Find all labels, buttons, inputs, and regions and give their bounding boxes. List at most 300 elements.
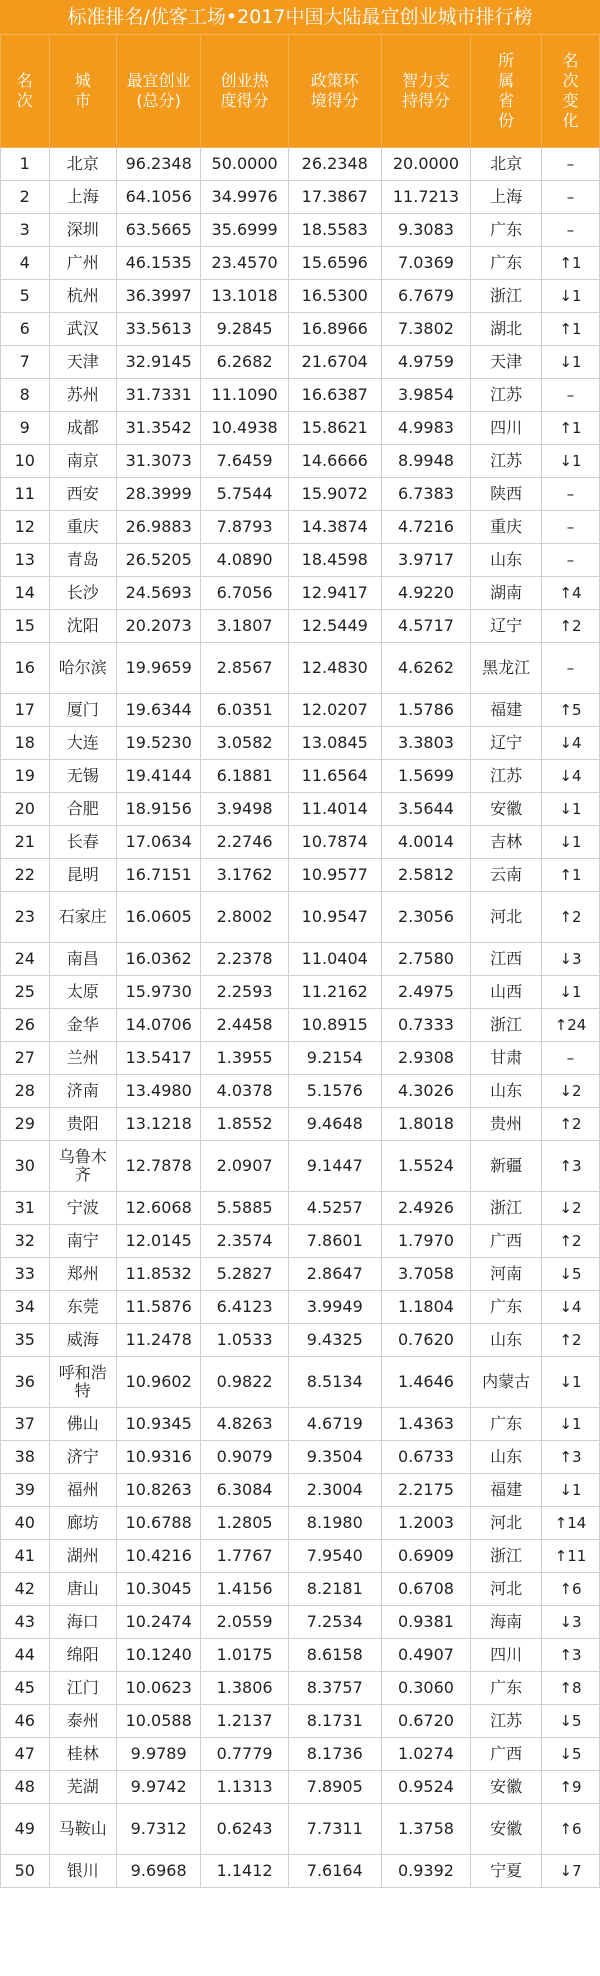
rank-cell: 33 — [1, 1258, 50, 1291]
policy-score-cell: 14.6666 — [288, 445, 381, 478]
heat-score-cell: 1.2805 — [201, 1507, 289, 1540]
rank-cell: 28 — [1, 1075, 50, 1108]
policy-score-cell: 15.9072 — [288, 478, 381, 511]
province-cell: 安徽 — [471, 1804, 542, 1855]
total-score-cell: 13.5417 — [116, 1042, 200, 1075]
heat-score-cell: 35.6999 — [201, 214, 289, 247]
table-row — [1, 943, 600, 976]
total-score-cell: 19.9659 — [116, 643, 200, 694]
table-row — [1, 727, 600, 760]
city-cell: 天津 — [49, 346, 116, 379]
table-row — [1, 1009, 600, 1042]
rank-cell: 18 — [1, 727, 50, 760]
province-cell: 江苏 — [471, 445, 542, 478]
policy-score-cell: 11.6564 — [288, 760, 381, 793]
talent-score-cell: 1.5699 — [381, 760, 471, 793]
city-cell: 青岛 — [49, 544, 116, 577]
table-row — [1, 1291, 600, 1324]
header-talent: 智力支持得分 — [381, 35, 471, 148]
policy-score-cell: 9.4325 — [288, 1324, 381, 1357]
table-row — [1, 793, 600, 826]
table-row — [1, 1639, 600, 1672]
table-row — [1, 1408, 600, 1441]
province-cell: 江苏 — [471, 760, 542, 793]
rank-change-cell: ↓1 — [541, 793, 599, 826]
heat-score-cell: 23.4570 — [201, 247, 289, 280]
heat-score-cell: 2.3574 — [201, 1225, 289, 1258]
rank-change-cell: ↑6 — [541, 1573, 599, 1606]
city-cell: 南宁 — [49, 1225, 116, 1258]
heat-score-cell: 0.9822 — [201, 1357, 289, 1408]
rank-cell: 29 — [1, 1108, 50, 1141]
policy-score-cell: 8.1731 — [288, 1705, 381, 1738]
rank-cell: 12 — [1, 511, 50, 544]
policy-score-cell: 9.1447 — [288, 1141, 381, 1192]
city-cell: 廊坊 — [49, 1507, 116, 1540]
rank-change-cell: – — [541, 148, 599, 181]
rank-cell: 27 — [1, 1042, 50, 1075]
total-score-cell: 10.2474 — [116, 1606, 200, 1639]
table-row — [1, 1738, 600, 1771]
province-cell: 重庆 — [471, 511, 542, 544]
policy-score-cell: 11.4014 — [288, 793, 381, 826]
province-cell: 四川 — [471, 412, 542, 445]
rank-change-cell: ↑9 — [541, 1771, 599, 1804]
table-row — [1, 247, 600, 280]
policy-score-cell: 2.3004 — [288, 1474, 381, 1507]
talent-score-cell: 4.6262 — [381, 643, 471, 694]
table-row — [1, 1672, 600, 1705]
rank-change-cell: ↑24 — [541, 1009, 599, 1042]
policy-score-cell: 7.2534 — [288, 1606, 381, 1639]
city-cell: 江门 — [49, 1672, 116, 1705]
heat-score-cell: 6.1881 — [201, 760, 289, 793]
rank-change-cell: ↑1 — [541, 859, 599, 892]
policy-score-cell: 10.7874 — [288, 826, 381, 859]
province-cell: 云南 — [471, 859, 542, 892]
total-score-cell: 16.0362 — [116, 943, 200, 976]
rank-change-cell: ↓1 — [541, 1408, 599, 1441]
heat-score-cell: 2.0559 — [201, 1606, 289, 1639]
table-row — [1, 1258, 600, 1291]
talent-score-cell: 4.7216 — [381, 511, 471, 544]
heat-score-cell: 6.3084 — [201, 1474, 289, 1507]
table-row — [1, 511, 600, 544]
province-cell: 辽宁 — [471, 727, 542, 760]
rank-change-cell: ↑5 — [541, 694, 599, 727]
total-score-cell: 11.5876 — [116, 1291, 200, 1324]
policy-score-cell: 18.4598 — [288, 544, 381, 577]
policy-score-cell: 9.3504 — [288, 1441, 381, 1474]
table-row — [1, 1141, 600, 1192]
province-cell: 山东 — [471, 1324, 542, 1357]
heat-score-cell: 6.0351 — [201, 694, 289, 727]
rank-cell: 23 — [1, 892, 50, 943]
rank-cell: 11 — [1, 478, 50, 511]
heat-score-cell: 1.0533 — [201, 1324, 289, 1357]
city-cell: 大连 — [49, 727, 116, 760]
table-row — [1, 1225, 600, 1258]
total-score-cell: 20.2073 — [116, 610, 200, 643]
policy-score-cell: 2.8647 — [288, 1258, 381, 1291]
province-cell: 广东 — [471, 1408, 542, 1441]
rank-cell: 2 — [1, 181, 50, 214]
total-score-cell: 13.4980 — [116, 1075, 200, 1108]
rank-change-cell: ↑3 — [541, 1141, 599, 1192]
talent-score-cell: 3.7058 — [381, 1258, 471, 1291]
rank-change-cell: ↑2 — [541, 892, 599, 943]
rank-change-cell: ↓1 — [541, 346, 599, 379]
city-cell: 东莞 — [49, 1291, 116, 1324]
rank-change-cell: ↓2 — [541, 1192, 599, 1225]
policy-score-cell: 14.3874 — [288, 511, 381, 544]
table-row — [1, 1108, 600, 1141]
province-cell: 广西 — [471, 1225, 542, 1258]
rank-cell: 7 — [1, 346, 50, 379]
rank-change-cell: ↑2 — [541, 610, 599, 643]
policy-score-cell: 7.7311 — [288, 1804, 381, 1855]
city-cell: 马鞍山 — [49, 1804, 116, 1855]
rank-cell: 42 — [1, 1573, 50, 1606]
table-row — [1, 214, 600, 247]
heat-score-cell: 6.7056 — [201, 577, 289, 610]
total-score-cell: 17.0634 — [116, 826, 200, 859]
talent-score-cell: 4.3026 — [381, 1075, 471, 1108]
total-score-cell: 10.9602 — [116, 1357, 200, 1408]
rank-change-cell: ↑1 — [541, 247, 599, 280]
total-score-cell: 16.7151 — [116, 859, 200, 892]
table-row — [1, 1441, 600, 1474]
province-cell: 山西 — [471, 976, 542, 1009]
province-cell: 湖北 — [471, 313, 542, 346]
city-cell: 上海 — [49, 181, 116, 214]
talent-score-cell: 1.8018 — [381, 1108, 471, 1141]
province-cell: 安徽 — [471, 1771, 542, 1804]
total-score-cell: 12.7878 — [116, 1141, 200, 1192]
province-cell: 上海 — [471, 181, 542, 214]
heat-score-cell: 5.2827 — [201, 1258, 289, 1291]
total-score-cell: 31.7331 — [116, 379, 200, 412]
header-heat: 创业热度得分 — [201, 35, 289, 148]
total-score-cell: 10.0588 — [116, 1705, 200, 1738]
province-cell: 湖南 — [471, 577, 542, 610]
talent-score-cell: 1.1804 — [381, 1291, 471, 1324]
table-row — [1, 1771, 600, 1804]
policy-score-cell: 8.3757 — [288, 1672, 381, 1705]
city-cell: 深圳 — [49, 214, 116, 247]
city-cell: 厦门 — [49, 694, 116, 727]
talent-score-cell: 2.7580 — [381, 943, 471, 976]
province-cell: 广东 — [471, 214, 542, 247]
city-cell: 泰州 — [49, 1705, 116, 1738]
talent-score-cell: 0.4907 — [381, 1639, 471, 1672]
policy-score-cell: 8.5134 — [288, 1357, 381, 1408]
talent-score-cell: 0.6733 — [381, 1441, 471, 1474]
total-score-cell: 9.9789 — [116, 1738, 200, 1771]
rank-change-cell: ↓4 — [541, 727, 599, 760]
rank-cell: 30 — [1, 1141, 50, 1192]
rank-change-cell: ↓1 — [541, 1474, 599, 1507]
total-score-cell: 9.9742 — [116, 1771, 200, 1804]
rank-cell: 8 — [1, 379, 50, 412]
rank-cell: 4 — [1, 247, 50, 280]
rank-cell: 44 — [1, 1639, 50, 1672]
total-score-cell: 19.6344 — [116, 694, 200, 727]
talent-score-cell: 0.9381 — [381, 1606, 471, 1639]
policy-score-cell: 26.2348 — [288, 148, 381, 181]
province-cell: 福建 — [471, 1474, 542, 1507]
rank-change-cell: ↓1 — [541, 976, 599, 1009]
city-cell: 绵阳 — [49, 1639, 116, 1672]
policy-score-cell: 5.1576 — [288, 1075, 381, 1108]
rank-change-cell: ↑11 — [541, 1540, 599, 1573]
city-cell: 宁波 — [49, 1192, 116, 1225]
rank-cell: 13 — [1, 544, 50, 577]
total-score-cell: 26.5205 — [116, 544, 200, 577]
total-score-cell: 10.3045 — [116, 1573, 200, 1606]
rank-change-cell: – — [541, 214, 599, 247]
city-cell: 无锡 — [49, 760, 116, 793]
rank-change-cell: – — [541, 379, 599, 412]
rank-cell: 19 — [1, 760, 50, 793]
total-score-cell: 96.2348 — [116, 148, 200, 181]
heat-score-cell: 2.2378 — [201, 943, 289, 976]
table-row — [1, 1324, 600, 1357]
talent-score-cell: 0.7333 — [381, 1009, 471, 1042]
total-score-cell: 10.0623 — [116, 1672, 200, 1705]
heat-score-cell: 0.6243 — [201, 1804, 289, 1855]
city-cell: 北京 — [49, 148, 116, 181]
total-score-cell: 10.1240 — [116, 1639, 200, 1672]
province-cell: 四川 — [471, 1639, 542, 1672]
policy-score-cell: 12.9417 — [288, 577, 381, 610]
heat-score-cell: 3.1762 — [201, 859, 289, 892]
rank-cell: 3 — [1, 214, 50, 247]
province-cell: 吉林 — [471, 826, 542, 859]
rank-cell: 50 — [1, 1855, 50, 1888]
rank-change-cell: ↓2 — [541, 1075, 599, 1108]
heat-score-cell: 2.4458 — [201, 1009, 289, 1042]
talent-score-cell: 2.2175 — [381, 1474, 471, 1507]
policy-score-cell: 11.0404 — [288, 943, 381, 976]
city-cell: 呼和浩特 — [49, 1357, 116, 1408]
talent-score-cell: 2.4926 — [381, 1192, 471, 1225]
province-cell: 江苏 — [471, 1705, 542, 1738]
city-cell: 昆明 — [49, 859, 116, 892]
talent-score-cell: 1.7970 — [381, 1225, 471, 1258]
talent-score-cell: 0.3060 — [381, 1672, 471, 1705]
talent-score-cell: 0.6720 — [381, 1705, 471, 1738]
talent-score-cell: 0.9392 — [381, 1855, 471, 1888]
policy-score-cell: 3.9949 — [288, 1291, 381, 1324]
rank-change-cell: ↓3 — [541, 943, 599, 976]
province-cell: 浙江 — [471, 280, 542, 313]
rank-change-cell: ↑4 — [541, 577, 599, 610]
table-row — [1, 1192, 600, 1225]
total-score-cell: 33.5613 — [116, 313, 200, 346]
talent-score-cell: 11.7213 — [381, 181, 471, 214]
city-cell: 杭州 — [49, 280, 116, 313]
heat-score-cell: 9.2845 — [201, 313, 289, 346]
city-cell: 金华 — [49, 1009, 116, 1042]
policy-score-cell: 4.6719 — [288, 1408, 381, 1441]
total-score-cell: 31.3542 — [116, 412, 200, 445]
talent-score-cell: 1.5786 — [381, 694, 471, 727]
policy-score-cell: 8.6158 — [288, 1639, 381, 1672]
policy-score-cell: 11.2162 — [288, 976, 381, 1009]
province-cell: 甘肃 — [471, 1042, 542, 1075]
total-score-cell: 36.3997 — [116, 280, 200, 313]
table-row — [1, 643, 600, 694]
province-cell: 河南 — [471, 1258, 542, 1291]
rank-change-cell: ↑6 — [541, 1804, 599, 1855]
talent-score-cell: 1.0274 — [381, 1738, 471, 1771]
table-row — [1, 760, 600, 793]
province-cell: 广东 — [471, 1291, 542, 1324]
total-score-cell: 64.1056 — [116, 181, 200, 214]
policy-score-cell: 9.4648 — [288, 1108, 381, 1141]
table-row — [1, 610, 600, 643]
policy-score-cell: 8.1736 — [288, 1738, 381, 1771]
policy-score-cell: 7.8601 — [288, 1225, 381, 1258]
rank-cell: 49 — [1, 1804, 50, 1855]
table-row — [1, 859, 600, 892]
table-row — [1, 280, 600, 313]
table-row — [1, 1357, 600, 1408]
heat-score-cell: 1.8552 — [201, 1108, 289, 1141]
talent-score-cell: 0.6708 — [381, 1573, 471, 1606]
total-score-cell: 18.9156 — [116, 793, 200, 826]
rank-change-cell: – — [541, 181, 599, 214]
table-row — [1, 976, 600, 1009]
table-body — [1, 148, 600, 1888]
table-row — [1, 1606, 600, 1639]
rank-cell: 5 — [1, 280, 50, 313]
heat-score-cell: 10.4938 — [201, 412, 289, 445]
city-cell: 芜湖 — [49, 1771, 116, 1804]
rank-cell: 46 — [1, 1705, 50, 1738]
heat-score-cell: 5.7544 — [201, 478, 289, 511]
province-cell: 辽宁 — [471, 610, 542, 643]
rank-cell: 38 — [1, 1441, 50, 1474]
talent-score-cell: 6.7383 — [381, 478, 471, 511]
talent-score-cell: 0.6909 — [381, 1540, 471, 1573]
rank-change-cell: ↓4 — [541, 760, 599, 793]
rank-cell: 40 — [1, 1507, 50, 1540]
rank-change-cell: ↓4 — [541, 1291, 599, 1324]
province-cell: 江西 — [471, 943, 542, 976]
talent-score-cell: 9.3083 — [381, 214, 471, 247]
policy-score-cell: 16.6387 — [288, 379, 381, 412]
policy-score-cell: 10.9577 — [288, 859, 381, 892]
talent-score-cell: 3.9717 — [381, 544, 471, 577]
rank-change-cell: – — [541, 544, 599, 577]
rank-change-cell: ↑14 — [541, 1507, 599, 1540]
city-cell: 长沙 — [49, 577, 116, 610]
province-cell: 河北 — [471, 892, 542, 943]
table-row — [1, 694, 600, 727]
heat-score-cell: 0.9079 — [201, 1441, 289, 1474]
header-policy: 政策环境得分 — [288, 35, 381, 148]
city-cell: 佛山 — [49, 1408, 116, 1441]
table-row — [1, 1804, 600, 1855]
province-cell: 黑龙江 — [471, 643, 542, 694]
city-cell: 银川 — [49, 1855, 116, 1888]
total-score-cell: 12.6068 — [116, 1192, 200, 1225]
table-row — [1, 577, 600, 610]
city-cell: 济宁 — [49, 1441, 116, 1474]
policy-score-cell: 12.0207 — [288, 694, 381, 727]
city-cell: 湖州 — [49, 1540, 116, 1573]
total-score-cell: 10.4216 — [116, 1540, 200, 1573]
rank-cell: 34 — [1, 1291, 50, 1324]
talent-score-cell: 2.5812 — [381, 859, 471, 892]
province-cell: 广西 — [471, 1738, 542, 1771]
city-cell: 长春 — [49, 826, 116, 859]
city-cell: 武汉 — [49, 313, 116, 346]
heat-score-cell: 4.0890 — [201, 544, 289, 577]
rank-change-cell: – — [541, 1042, 599, 1075]
province-cell: 宁夏 — [471, 1855, 542, 1888]
heat-score-cell: 2.8002 — [201, 892, 289, 943]
table-row — [1, 478, 600, 511]
heat-score-cell: 3.1807 — [201, 610, 289, 643]
talent-score-cell: 1.4646 — [381, 1357, 471, 1408]
heat-score-cell: 3.9498 — [201, 793, 289, 826]
rank-change-cell: – — [541, 478, 599, 511]
heat-score-cell: 2.0907 — [201, 1141, 289, 1192]
policy-score-cell: 10.9547 — [288, 892, 381, 943]
talent-score-cell: 4.5717 — [381, 610, 471, 643]
rank-change-cell: ↑2 — [541, 1324, 599, 1357]
total-score-cell: 10.9345 — [116, 1408, 200, 1441]
table-row — [1, 313, 600, 346]
table-row — [1, 1705, 600, 1738]
talent-score-cell: 3.5644 — [381, 793, 471, 826]
table-row — [1, 544, 600, 577]
rank-cell: 26 — [1, 1009, 50, 1042]
rank-cell: 31 — [1, 1192, 50, 1225]
heat-score-cell: 1.0175 — [201, 1639, 289, 1672]
table-row — [1, 412, 600, 445]
policy-score-cell: 16.8966 — [288, 313, 381, 346]
city-cell: 沈阳 — [49, 610, 116, 643]
city-cell: 兰州 — [49, 1042, 116, 1075]
province-cell: 山东 — [471, 1441, 542, 1474]
heat-score-cell: 2.2593 — [201, 976, 289, 1009]
policy-score-cell: 7.9540 — [288, 1540, 381, 1573]
rank-cell: 39 — [1, 1474, 50, 1507]
total-score-cell: 11.2478 — [116, 1324, 200, 1357]
talent-score-cell: 1.4363 — [381, 1408, 471, 1441]
rank-change-cell: ↓1 — [541, 1357, 599, 1408]
city-cell: 重庆 — [49, 511, 116, 544]
rank-change-cell: ↓5 — [541, 1738, 599, 1771]
city-cell: 石家庄 — [49, 892, 116, 943]
city-cell: 南昌 — [49, 943, 116, 976]
table-row — [1, 181, 600, 214]
rank-change-cell: ↑8 — [541, 1672, 599, 1705]
heat-score-cell: 6.4123 — [201, 1291, 289, 1324]
city-cell: 苏州 — [49, 379, 116, 412]
talent-score-cell: 7.3802 — [381, 313, 471, 346]
total-score-cell: 10.8263 — [116, 1474, 200, 1507]
total-score-cell: 12.0145 — [116, 1225, 200, 1258]
province-cell: 福建 — [471, 694, 542, 727]
city-cell: 西安 — [49, 478, 116, 511]
province-cell: 北京 — [471, 148, 542, 181]
policy-score-cell: 8.1980 — [288, 1507, 381, 1540]
